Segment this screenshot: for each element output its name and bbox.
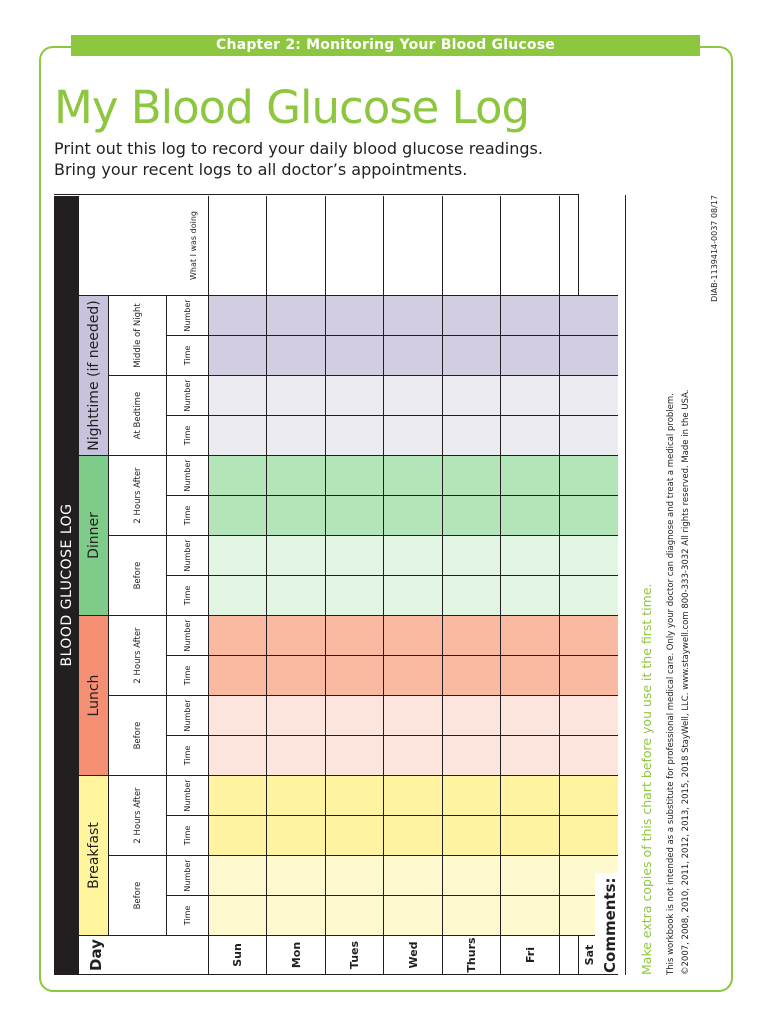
reading-entry-cell[interactable] bbox=[383, 296, 442, 336]
activity-entry-cell[interactable] bbox=[208, 196, 266, 296]
page-title: My Blood Glucose Log bbox=[54, 81, 530, 134]
legal-line: ©2007, 2008, 2010, 2011, 2012, 2013, 2015, 2018 StayWell, LLC. www.staywell.com 800-333-3032 All rights reserved. Made in the USA. bbox=[681, 389, 691, 975]
number-header: Number bbox=[166, 296, 208, 336]
reading-entry-cell[interactable] bbox=[266, 616, 325, 656]
reading-entry-cell[interactable] bbox=[325, 376, 383, 416]
blood-glucose-log-table bbox=[54, 194, 596, 975]
activity-entry-cell[interactable] bbox=[325, 196, 383, 296]
reading-entry-cell[interactable] bbox=[208, 456, 266, 496]
reading-entry-cell[interactable] bbox=[208, 656, 266, 696]
day-label: Sun bbox=[208, 936, 266, 975]
activity-entry-cell[interactable] bbox=[383, 196, 442, 296]
extra-copies-note: Make extra copies of this chart before you use it the first time. bbox=[639, 583, 654, 975]
reading-entry-cell[interactable] bbox=[266, 576, 325, 616]
reading-entry-cell[interactable] bbox=[208, 616, 266, 656]
reading-entry-cell[interactable] bbox=[325, 736, 383, 776]
reading-entry-cell[interactable] bbox=[266, 696, 325, 736]
reading-entry-cell[interactable] bbox=[208, 336, 266, 376]
number-header: Number bbox=[166, 616, 208, 656]
reading-entry-cell[interactable] bbox=[383, 536, 442, 576]
reading-entry-cell[interactable] bbox=[266, 856, 325, 896]
time-header: Time bbox=[166, 496, 208, 536]
reading-entry-cell[interactable] bbox=[325, 536, 383, 576]
document-code: DIAB-1139414-0037 08/17 bbox=[710, 195, 719, 302]
reading-entry-cell[interactable] bbox=[442, 856, 500, 896]
subheader-dinner-before: Before bbox=[108, 536, 166, 616]
reading-entry-cell[interactable] bbox=[325, 816, 383, 856]
chapter-banner: Chapter 2: Monitoring Your Blood Glucose bbox=[71, 35, 700, 56]
meal-header-dinner: Dinner bbox=[78, 456, 108, 616]
reading-entry-cell[interactable] bbox=[500, 336, 559, 376]
reading-entry-cell[interactable] bbox=[442, 736, 500, 776]
number-header: Number bbox=[166, 776, 208, 816]
reading-entry-cell[interactable] bbox=[325, 496, 383, 536]
reading-entry-cell[interactable] bbox=[208, 736, 266, 776]
comments-label: Comments: bbox=[595, 873, 625, 973]
reading-entry-cell[interactable] bbox=[500, 496, 559, 536]
reading-entry-cell[interactable] bbox=[500, 616, 559, 656]
day-label: Mon bbox=[266, 936, 325, 975]
reading-entry-cell[interactable] bbox=[325, 696, 383, 736]
day-label: Tues bbox=[325, 936, 383, 975]
activity-entry-cell[interactable] bbox=[266, 196, 325, 296]
reading-entry-cell[interactable] bbox=[500, 536, 559, 576]
reading-entry-cell[interactable] bbox=[325, 416, 383, 456]
time-header: Time bbox=[166, 336, 208, 376]
reading-entry-cell[interactable] bbox=[383, 656, 442, 696]
time-header: Time bbox=[166, 416, 208, 456]
reading-entry-cell[interactable] bbox=[442, 896, 500, 936]
reading-entry-cell[interactable] bbox=[383, 616, 442, 656]
reading-entry-cell[interactable] bbox=[442, 336, 500, 376]
reading-entry-cell[interactable] bbox=[442, 416, 500, 456]
number-header: Number bbox=[166, 536, 208, 576]
reading-entry-cell[interactable] bbox=[266, 376, 325, 416]
subheader-dinner-after: 2 Hours After bbox=[108, 456, 166, 536]
reading-entry-cell[interactable] bbox=[208, 296, 266, 336]
reading-entry-cell[interactable] bbox=[208, 816, 266, 856]
reading-entry-cell[interactable] bbox=[500, 896, 559, 936]
reading-entry-cell[interactable] bbox=[442, 456, 500, 496]
reading-entry-cell[interactable] bbox=[208, 776, 266, 816]
page-subtitle bbox=[54, 138, 543, 180]
reading-entry-cell[interactable] bbox=[500, 856, 559, 896]
subtitle-line: Print out this log to record your daily blood glucose readings. bbox=[54, 139, 543, 158]
reading-entry-cell[interactable] bbox=[442, 376, 500, 416]
subtitle-line: Bring your recent logs to all doctor’s appointments. bbox=[54, 160, 468, 179]
time-header: Time bbox=[166, 896, 208, 936]
reading-entry-cell[interactable] bbox=[500, 576, 559, 616]
reading-entry-cell[interactable] bbox=[383, 376, 442, 416]
number-header: Number bbox=[166, 696, 208, 736]
reading-entry-cell[interactable] bbox=[208, 696, 266, 736]
reading-entry-cell[interactable] bbox=[208, 576, 266, 616]
reading-entry-cell[interactable] bbox=[266, 896, 325, 936]
reading-entry-cell[interactable] bbox=[500, 456, 559, 496]
reading-entry-cell[interactable] bbox=[325, 856, 383, 896]
reading-entry-cell[interactable] bbox=[442, 696, 500, 736]
reading-entry-cell[interactable] bbox=[383, 816, 442, 856]
reading-entry-cell[interactable] bbox=[383, 856, 442, 896]
time-header: Time bbox=[166, 656, 208, 696]
reading-entry-cell[interactable] bbox=[383, 696, 442, 736]
reading-entry-cell[interactable] bbox=[266, 416, 325, 456]
reading-entry-cell[interactable] bbox=[500, 736, 559, 776]
reading-entry-cell[interactable] bbox=[208, 416, 266, 456]
reading-entry-cell[interactable] bbox=[500, 656, 559, 696]
reading-entry-cell[interactable] bbox=[325, 576, 383, 616]
reading-entry-cell[interactable] bbox=[266, 296, 325, 336]
reading-entry-cell[interactable] bbox=[500, 296, 559, 336]
reading-entry-cell[interactable] bbox=[325, 296, 383, 336]
day-label: Thurs bbox=[442, 936, 500, 975]
activity-entry-cell[interactable] bbox=[500, 196, 559, 296]
reading-entry-cell[interactable] bbox=[383, 896, 442, 936]
reading-entry-cell[interactable] bbox=[383, 336, 442, 376]
reading-entry-cell[interactable] bbox=[383, 576, 442, 616]
reading-entry-cell[interactable] bbox=[442, 576, 500, 616]
activity-entry-cell[interactable] bbox=[442, 196, 500, 296]
log-heading: BLOOD GLUCOSE LOG bbox=[54, 196, 78, 975]
subheader-lunch-before: Before bbox=[108, 696, 166, 776]
subheader-lunch-after: 2 Hours After bbox=[108, 616, 166, 696]
subheader-breakfast-before: Before bbox=[108, 856, 166, 936]
number-header: Number bbox=[166, 376, 208, 416]
legal-line: This workbook is not intended as a substitute for professional medical care. Only your doctor can diagnose and treat a medical problem. bbox=[666, 393, 676, 975]
reading-entry-cell[interactable] bbox=[383, 456, 442, 496]
number-header: Number bbox=[166, 856, 208, 896]
reading-entry-cell[interactable] bbox=[325, 616, 383, 656]
reading-entry-cell[interactable] bbox=[442, 536, 500, 576]
reading-entry-cell[interactable] bbox=[208, 896, 266, 936]
reading-entry-cell[interactable] bbox=[325, 456, 383, 496]
day-label: Wed bbox=[383, 936, 442, 975]
meal-header-lunch: Lunch bbox=[78, 616, 108, 776]
meal-header-nighttime: Nighttime (if needed) bbox=[78, 296, 108, 456]
reading-entry-cell[interactable] bbox=[442, 776, 500, 816]
reading-entry-cell[interactable] bbox=[266, 816, 325, 856]
time-header: Time bbox=[166, 736, 208, 776]
reading-entry-cell[interactable] bbox=[208, 856, 266, 896]
reading-entry-cell[interactable] bbox=[266, 776, 325, 816]
reading-entry-cell[interactable] bbox=[442, 656, 500, 696]
reading-entry-cell[interactable] bbox=[325, 336, 383, 376]
legal-text bbox=[664, 195, 694, 975]
reading-entry-cell[interactable] bbox=[500, 376, 559, 416]
reading-entry-cell[interactable] bbox=[500, 776, 559, 816]
comments-area bbox=[595, 195, 626, 975]
subheader-at-bedtime: At Bedtime bbox=[108, 376, 166, 456]
what-i-was-doing-header: What I was doing bbox=[78, 196, 208, 296]
subheader-breakfast-after: 2 Hours After bbox=[108, 776, 166, 856]
reading-entry-cell[interactable] bbox=[266, 496, 325, 536]
reading-entry-cell[interactable] bbox=[442, 616, 500, 656]
reading-entry-cell[interactable] bbox=[442, 496, 500, 536]
meal-header-breakfast: Breakfast bbox=[78, 776, 108, 936]
reading-entry-cell[interactable] bbox=[208, 536, 266, 576]
day-label: Fri bbox=[500, 936, 559, 975]
subheader-middle-of-night: Middle of Night bbox=[108, 296, 166, 376]
reading-entry-cell[interactable] bbox=[325, 896, 383, 936]
reading-entry-cell[interactable] bbox=[266, 736, 325, 776]
reading-entry-cell[interactable] bbox=[383, 416, 442, 456]
time-header: Time bbox=[166, 576, 208, 616]
reading-entry-cell[interactable] bbox=[500, 816, 559, 856]
reading-entry-cell[interactable] bbox=[325, 776, 383, 816]
reading-entry-cell[interactable] bbox=[383, 496, 442, 536]
reading-entry-cell[interactable] bbox=[266, 656, 325, 696]
reading-entry-cell[interactable] bbox=[442, 296, 500, 336]
number-header: Number bbox=[166, 456, 208, 496]
reading-entry-cell[interactable] bbox=[500, 416, 559, 456]
reading-entry-cell[interactable] bbox=[208, 376, 266, 416]
reading-entry-cell[interactable] bbox=[383, 736, 442, 776]
reading-entry-cell[interactable] bbox=[266, 456, 325, 496]
reading-entry-cell[interactable] bbox=[325, 656, 383, 696]
reading-entry-cell[interactable] bbox=[383, 776, 442, 816]
time-header: Time bbox=[166, 816, 208, 856]
reading-entry-cell[interactable] bbox=[266, 336, 325, 376]
reading-entry-cell[interactable] bbox=[266, 536, 325, 576]
reading-entry-cell[interactable] bbox=[500, 696, 559, 736]
reading-entry-cell[interactable] bbox=[208, 496, 266, 536]
day-column-header: Day bbox=[78, 936, 208, 975]
day-label: Sat bbox=[559, 936, 618, 975]
reading-entry-cell[interactable] bbox=[442, 816, 500, 856]
rotated-log-sheet bbox=[54, 195, 728, 975]
